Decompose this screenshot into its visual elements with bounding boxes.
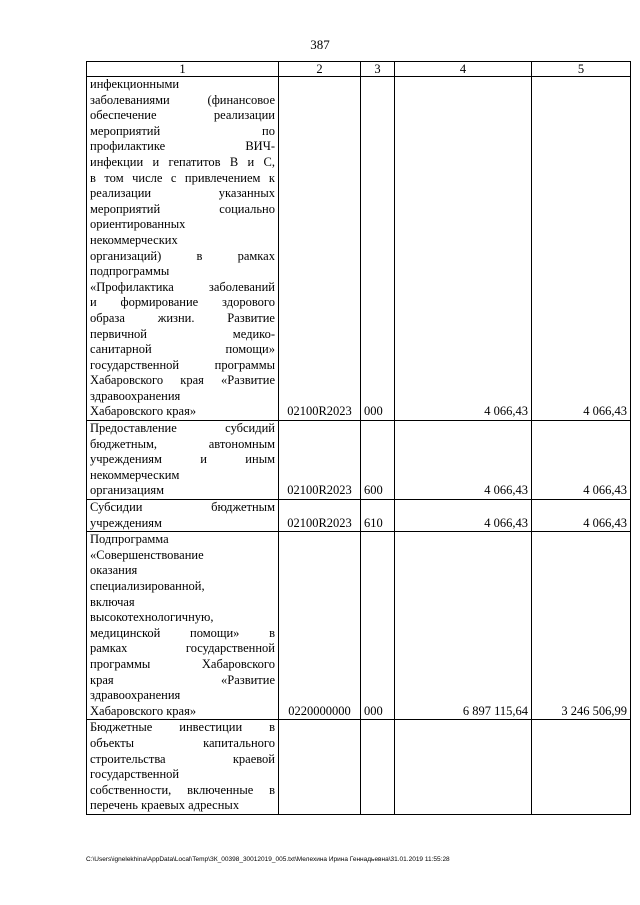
page-number: 387 xyxy=(310,37,330,52)
description-line: образа жизни. Развитие xyxy=(90,310,275,325)
description-line: инфекционными xyxy=(90,77,180,91)
description-line: строительства краевой xyxy=(90,751,275,766)
description-line: государственной программы xyxy=(90,357,275,372)
description-line: программы Хабаровского xyxy=(90,656,275,671)
row-amount-col4: 4 066,43 xyxy=(395,421,532,500)
row-expense-type: 600 xyxy=(361,421,395,500)
row-description xyxy=(87,720,279,815)
description-line: Бюджетные инвестиции в xyxy=(90,720,275,735)
row-target-code: 0220000000 xyxy=(279,532,361,720)
table-row xyxy=(87,532,631,720)
description-line: некоммерческим xyxy=(90,467,180,482)
description-line: рамках государственной xyxy=(90,641,275,656)
row-expense-type: 000 xyxy=(361,532,395,720)
description-line: инфекции и гепатитов В и С, xyxy=(90,154,275,169)
description-line: ориентированных xyxy=(90,217,186,232)
description-line: «Профилактика заболеваний xyxy=(90,279,275,294)
row-description xyxy=(87,532,279,720)
row-target-code: 02100R2023 xyxy=(279,77,361,421)
row-amount-col5: 4 066,43 xyxy=(532,421,631,500)
description-line: и формирование здорового xyxy=(90,295,275,310)
table-row xyxy=(87,421,631,500)
description-line: первичной медико- xyxy=(90,326,275,341)
description-line: перечень краевых адресных xyxy=(90,798,240,813)
description-line: медицинской помощи» в xyxy=(90,625,275,640)
description-line: мероприятий по xyxy=(90,123,275,138)
description-line: Подпрограмма xyxy=(90,532,169,547)
header-row xyxy=(87,62,631,77)
description-line: организаций) в рамках xyxy=(90,248,275,263)
description-line: здравоохранения xyxy=(90,388,181,403)
description-line: организациям xyxy=(90,483,165,498)
description-line: заболеваниями (финансовое xyxy=(90,92,275,107)
row-expense-type: 000 xyxy=(361,77,395,421)
header-col-2: 2 xyxy=(279,62,361,77)
description-line: «Совершенствование xyxy=(90,547,204,562)
description-line: высокотехнологичную, xyxy=(90,610,214,625)
header-col-5: 5 xyxy=(532,62,631,77)
row-target-code: 02100R2023 xyxy=(279,421,361,500)
row-amount-col4: 4 066,43 xyxy=(395,77,532,421)
row-amount-col5 xyxy=(532,720,631,815)
row-amount-col4: 4 066,43 xyxy=(395,500,532,532)
description-line: мероприятий социально xyxy=(90,201,275,216)
row-amount-col4 xyxy=(395,720,532,815)
description-line: некоммерческих xyxy=(90,232,178,247)
row-expense-type: 610 xyxy=(361,500,395,532)
header-col-3: 3 xyxy=(361,62,395,77)
description-line: реализации указанных xyxy=(90,186,275,201)
row-target-code xyxy=(279,720,361,815)
description-line: объекты капитального xyxy=(90,735,275,750)
description-line: в том числе с привлечением к xyxy=(90,170,275,185)
header-col-1: 1 xyxy=(87,62,279,77)
table-row xyxy=(87,500,631,532)
row-amount-col4: 6 897 115,64 xyxy=(395,532,532,720)
row-amount-col5: 4 066,43 xyxy=(532,77,631,421)
budget-table xyxy=(86,61,631,815)
header-col-4: 4 xyxy=(395,62,532,77)
table-row xyxy=(87,720,631,815)
description-line: санитарной помощи» xyxy=(90,342,275,357)
row-target-code: 02100R2023 xyxy=(279,500,361,532)
description-line: Хабаровского края «Развитие xyxy=(90,373,275,388)
row-description xyxy=(87,500,279,532)
description-line: подпрограммы xyxy=(90,264,170,279)
row-expense-type xyxy=(361,720,395,815)
file-path-footer: C:\Users\ignelekhina\AppData\Local\Temp\ЗК_00398_30012019_005.txt\Мелехина Ирина Геннадьевна\31.01.2019 11:55:28 xyxy=(86,856,450,863)
description-line: государственной xyxy=(90,767,180,782)
description-line: Субсидии бюджетным xyxy=(90,500,275,515)
row-amount-col5: 3 246 506,99 xyxy=(532,532,631,720)
description-line: учреждениям xyxy=(90,515,162,530)
description-line: обеспечение реализации xyxy=(90,108,275,123)
table-row xyxy=(87,77,631,421)
description-line: бюджетным, автономным xyxy=(90,436,275,451)
description-line: Предоставление субсидий xyxy=(90,421,275,436)
description-line: включая xyxy=(90,594,135,609)
description-line: Хабаровского края» xyxy=(90,404,197,419)
description-line: профилактике ВИЧ- xyxy=(90,139,275,154)
table-body xyxy=(87,77,631,815)
row-amount-col5: 4 066,43 xyxy=(532,500,631,532)
description-line: Хабаровского края» xyxy=(90,703,197,718)
description-line: специализированной, xyxy=(90,579,205,593)
description-line: собственности, включенные в xyxy=(90,782,275,797)
description-line: оказания xyxy=(90,563,138,578)
row-description xyxy=(87,77,279,421)
row-description xyxy=(87,421,279,500)
description-line: учреждениям и иным xyxy=(90,452,275,467)
description-line: здравоохранения xyxy=(90,688,181,703)
description-line: края «Развитие xyxy=(90,672,275,687)
